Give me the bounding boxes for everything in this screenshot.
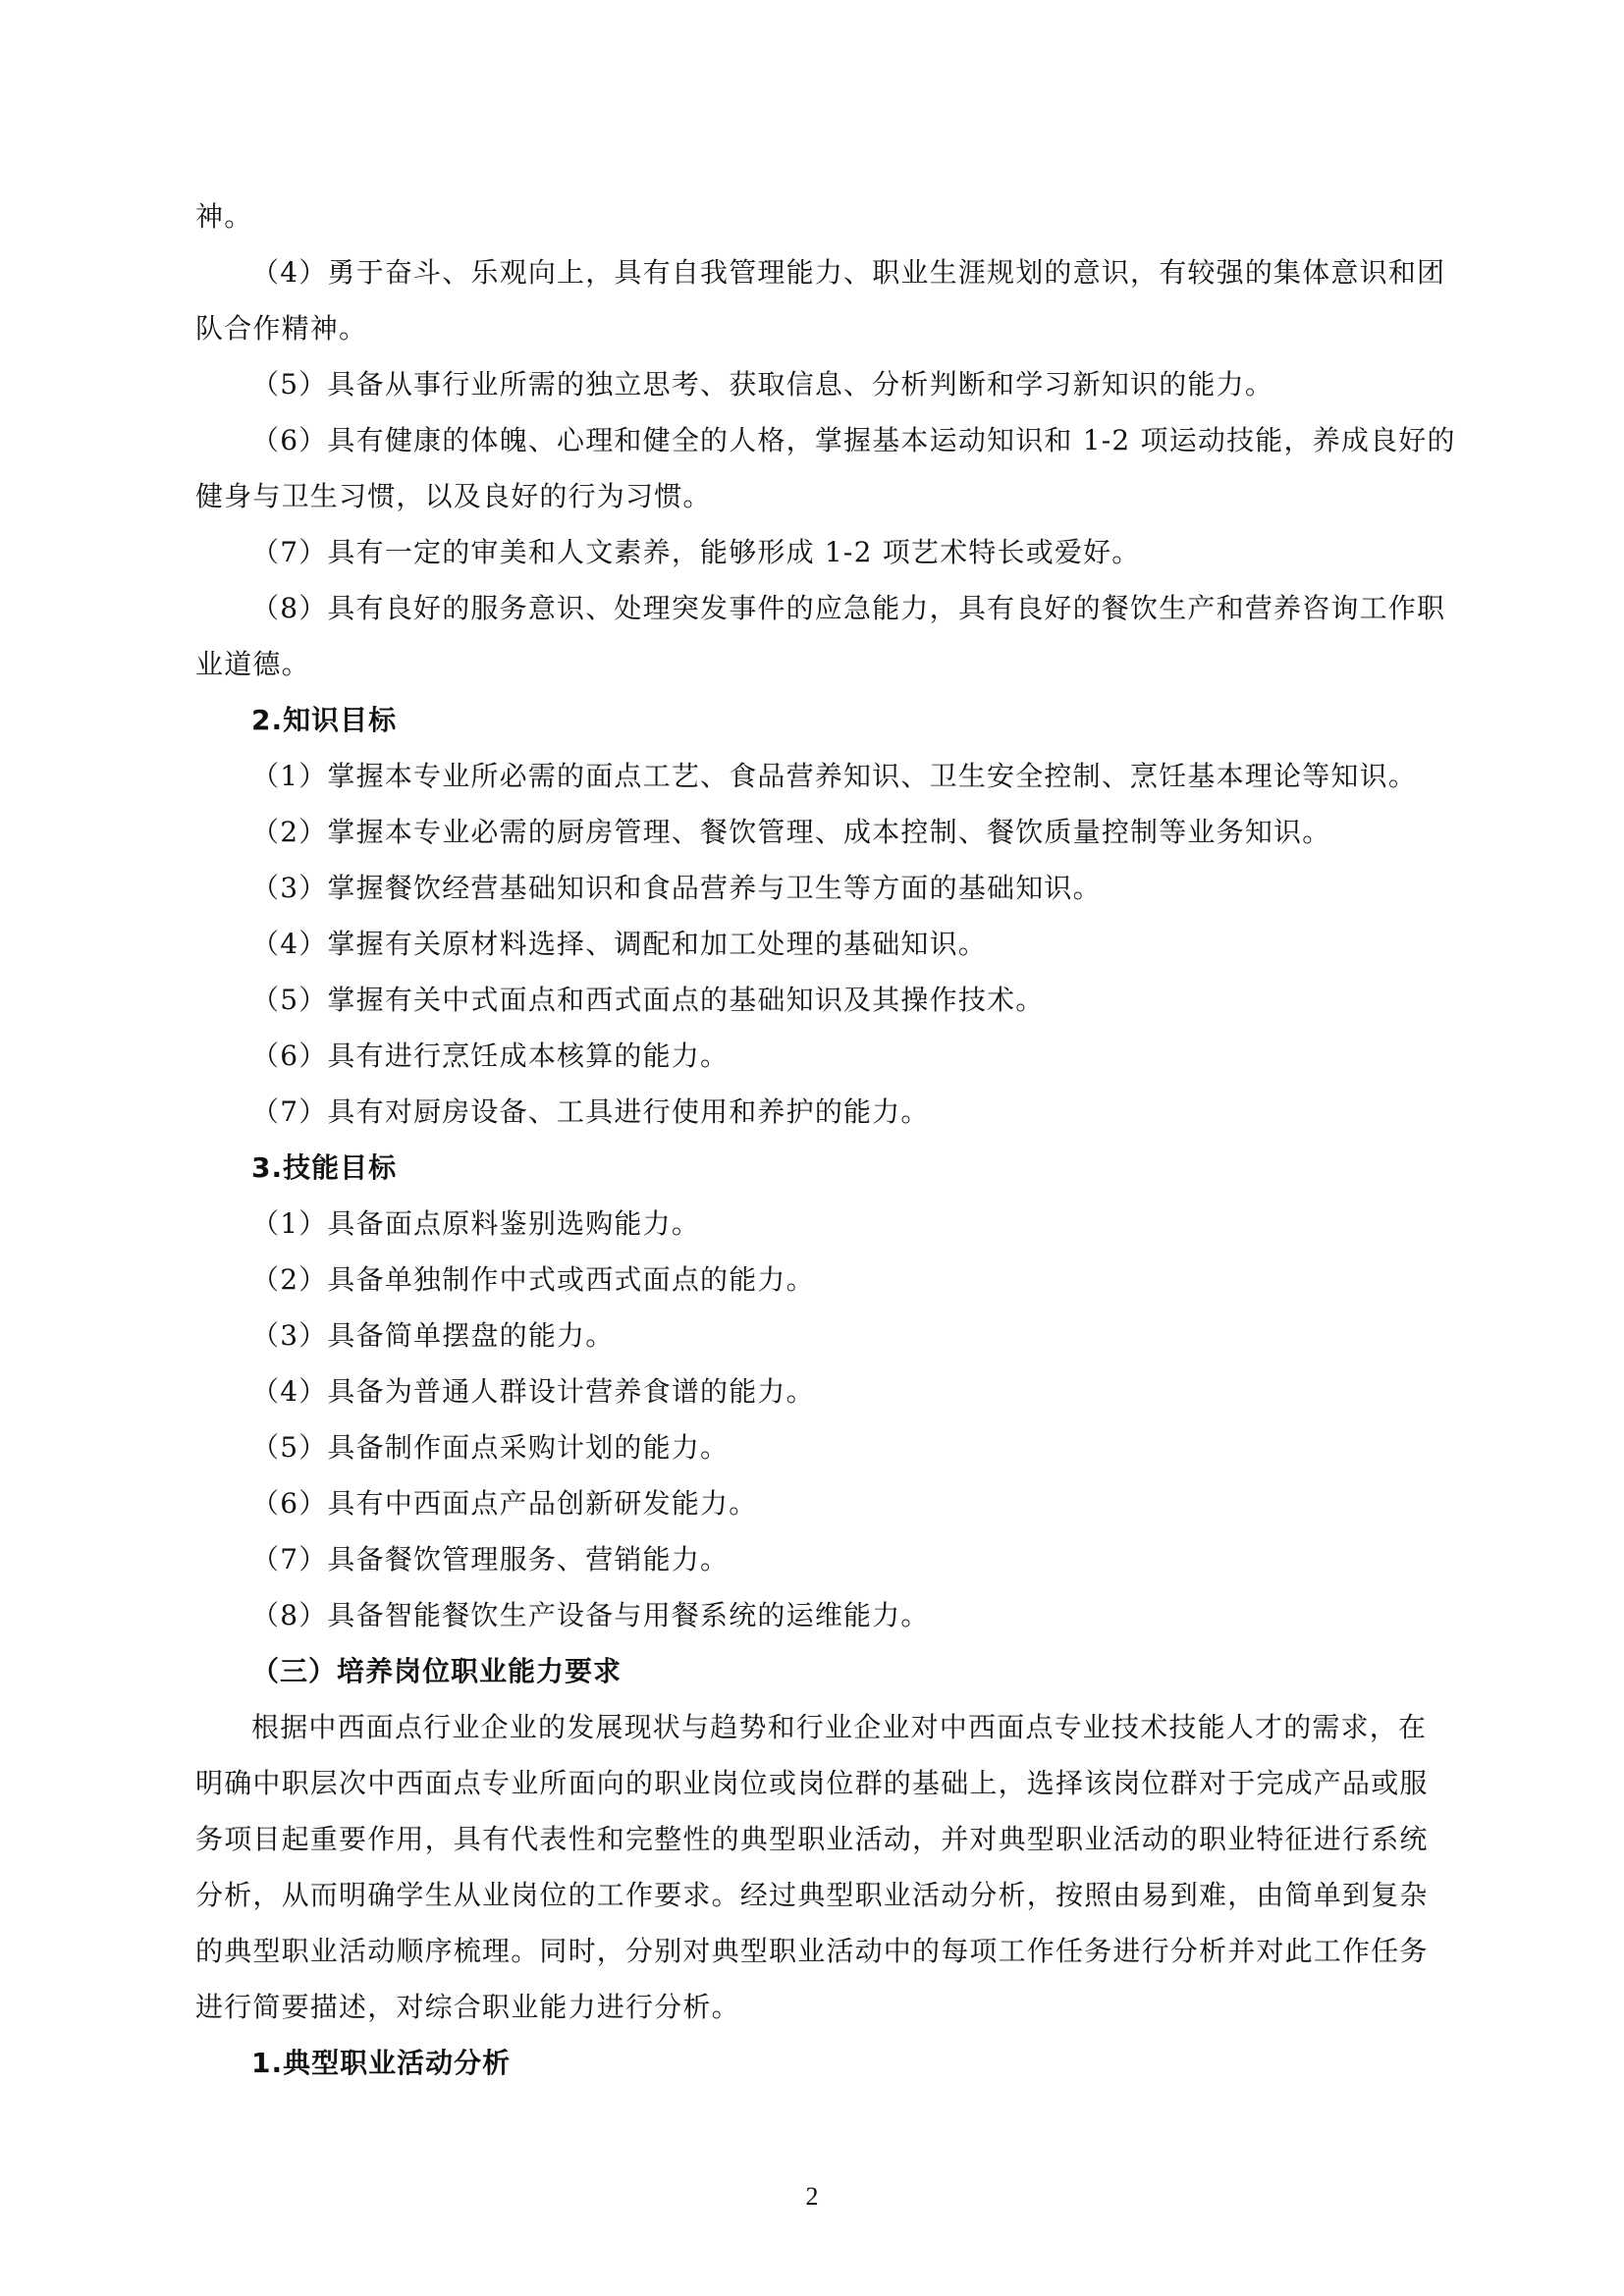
paragraph-line: （2）具备单独制作中式或西式面点的能力。 (251, 1263, 815, 1296)
paragraph-line: （5）掌握有关中式面点和西式面点的基础知识及其操作技术。 (251, 984, 1045, 1016)
paragraph-line: （7）具有一定的审美和人文素养，能够形成 1-2 项艺术特长或爱好。 (251, 536, 1141, 568)
page-number: 2 (805, 2182, 819, 2211)
paragraph-line: 根据中西面点行业企业的发展现状与趋势和行业企业对中西面点专业技术技能人才的需求，在 (251, 1711, 1428, 1743)
paragraph-line: （6）具有进行烹饪成本核算的能力。 (251, 1040, 730, 1072)
section-heading: 2.知识目标 (251, 704, 398, 736)
paragraph-line: 的典型职业活动顺序梳理。同时，分别对典型职业活动中的每项工作任务进行分析并对此工作任务 (195, 1935, 1429, 1967)
paragraph-line: （3）具备简单摆盘的能力。 (251, 1319, 615, 1352)
paragraph-line: （1）掌握本专业所必需的面点工艺、食品营养知识、卫生安全控制、烹饪基本理论等知识。 (251, 760, 1418, 792)
paragraph-line: （5）具备从事行业所需的独立思考、获取信息、分析判断和学习新知识的能力。 (251, 368, 1274, 400)
document-page (195, 188, 1456, 2091)
paragraph-line: （7）具有对厨房设备、工具进行使用和养护的能力。 (251, 1095, 930, 1128)
paragraph-line: （2）掌握本专业必需的厨房管理、餐饮管理、成本控制、餐饮质量控制等业务知识。 (251, 816, 1331, 848)
paragraph-line: 健身与卫生习惯，以及良好的行为习惯。 (195, 480, 712, 512)
section-heading: （三）培养岗位职业能力要求 (251, 1655, 623, 1687)
paragraph-line: （7）具备餐饮管理服务、营销能力。 (251, 1543, 730, 1575)
paragraph-line: 分析，从而明确学生从业岗位的工作要求。经过典型职业活动分析，按照由易到难，由简单到复杂 (195, 1879, 1429, 1911)
paragraph-line: 队合作精神。 (195, 312, 368, 345)
section-heading: 1.典型职业活动分析 (251, 2047, 512, 2079)
paragraph-line: （6）具有健康的体魄、心理和健全的人格，掌握基本运动知识和 1-2 项运动技能，养成良好的 (251, 424, 1456, 456)
paragraph-line: （1）具备面点原料鉴别选购能力。 (251, 1207, 701, 1240)
paragraph-line: 进行简要描述，对综合职业能力进行分析。 (195, 1991, 740, 2023)
paragraph-line: 神。 (195, 200, 253, 233)
paragraph-line: （5）具备制作面点采购计划的能力。 (251, 1431, 730, 1464)
paragraph-line: 明确中职层次中西面点专业所面向的职业岗位或岗位群的基础上，选择该岗位群对于完成产品或服 (195, 1767, 1429, 1799)
paragraph-line: （3）掌握餐饮经营基础知识和食品营养与卫生等方面的基础知识。 (251, 872, 1102, 904)
paragraph-line: （8）具有良好的服务意识、处理突发事件的应急能力，具有良好的餐饮生产和营养咨询工作职 (251, 592, 1446, 624)
paragraph-line: （4）掌握有关原材料选择、调配和加工处理的基础知识。 (251, 928, 988, 960)
paragraph-line: 业道德。 (195, 648, 310, 680)
paragraph-line: （6）具有中西面点产品创新研发能力。 (251, 1487, 758, 1520)
paragraph-line: （4）勇于奋斗、乐观向上，具有自我管理能力、职业生涯规划的意识，有较强的集体意识和团 (251, 256, 1446, 289)
paragraph-line: （8）具备智能餐饮生产设备与用餐系统的运维能力。 (251, 1599, 930, 1631)
section-heading: 3.技能目标 (251, 1151, 398, 1184)
paragraph-line: （4）具备为普通人群设计营养食谱的能力。 (251, 1375, 815, 1408)
paragraph-line: 务项目起重要作用，具有代表性和完整性的典型职业活动，并对典型职业活动的职业特征进行系统 (195, 1823, 1429, 1855)
